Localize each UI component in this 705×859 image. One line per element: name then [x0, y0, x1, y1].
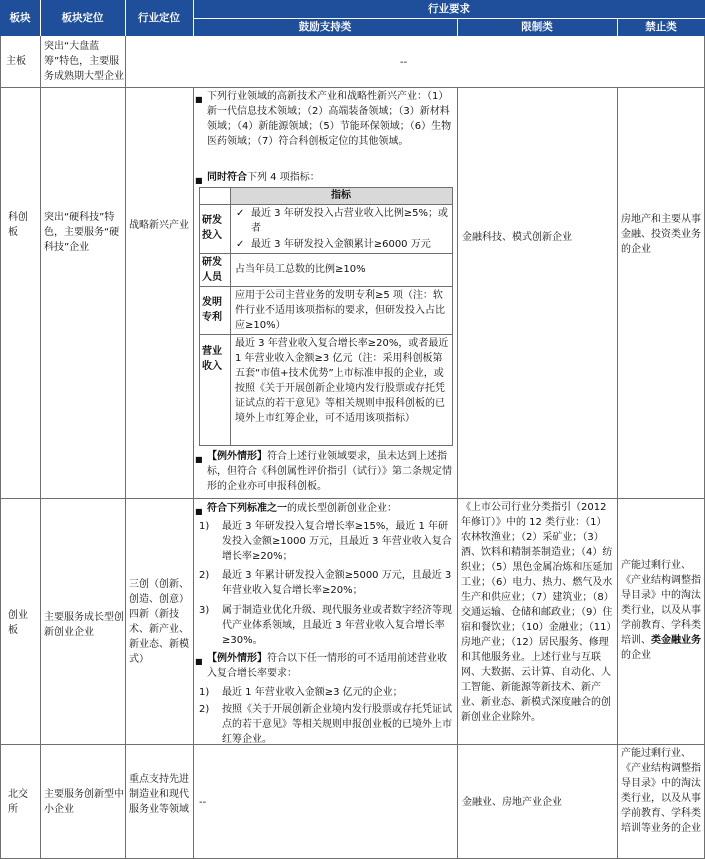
star-name: [8, 210, 36, 240]
star-criteria-rest: 下列 4 项指标：: [247, 172, 320, 183]
rd-staff-label-text: 研发人员: [202, 257, 222, 283]
chinext-exception-bold: 【例外情形】: [207, 653, 267, 664]
chinext-item2-text: 最近 3 年累计研发投入金额≥5000 万元，且最近 3 年营业收入复合增长率≥20%；: [222, 570, 452, 596]
header-requirements: [193, 0, 705, 18]
rd-invest-2: [251, 237, 451, 252]
rd-invest-2-text: 最近 3 年研发投入金额累计≥6000 万元: [251, 239, 431, 250]
star-industry: [129, 218, 191, 233]
chinext-restricted-text: 《上市公司行业分类指引（2012 年修订）》中的 12 类行业：（1）农林牧渔业；（2）采矿业；（3）酒、饮料和精制茶制造业；（4）纺织业；（5）黑色金属冶炼和压延加工业；（6）电力、热力、燃气及水生产和供应业；（7）建筑业；（8）交通运输、仓储和邮政业；（9）住宿和餐饮业；（10）金融业；（11）房地产业；（12）居民服务、修理和其他服务业。上述行业与互联网、大数据、云计算、自动化、人工智能、新能源等新技术、新产业、新业态、新模式深度融合的创新创业企业除外。: [461, 502, 614, 723]
rd-invest-1: [251, 206, 449, 236]
header-position: [40, 0, 125, 36]
bullet-icon: ■: [195, 95, 203, 104]
rd-staff-label: [202, 255, 228, 285]
star-restricted-text: 金融科技、模式创新企业: [462, 232, 572, 243]
chinext-criteria: [207, 501, 453, 516]
chinext-criteria-bold: 符合下列标准之一: [207, 503, 287, 514]
bse-prohibited-text: 产能过剩行业、《产业结构调整指导目录》中的淘汰类行业，以及从事学前教育、学科类培训等业务的企业: [621, 748, 701, 834]
main-board-dash: [400, 55, 407, 70]
indicator-table-border: [199, 445, 453, 446]
main-board-name: [1, 36, 40, 87]
chinext-item1: [222, 519, 453, 564]
star-criteria-bold: 同时符合: [207, 172, 247, 183]
header-divider: [40, 0, 41, 36]
item-number: 1): [199, 687, 210, 698]
bse-name-text: 北交所: [8, 789, 28, 815]
main-board-dash-text: --: [400, 57, 408, 68]
chinext-industry-text: 三创（创新、创造、创意）四新（新技术、新产业、新业态、新模式）: [129, 579, 189, 665]
star-intro: [207, 89, 453, 149]
chinext-prohibited-bold: 类金融业务: [651, 635, 701, 646]
header-industry-position: [125, 0, 193, 36]
patent-text: 应用于公司主营业务的发明专利≥5 项（注：软件行业不适用该项指标的要求，但研发投入占比应≥10%）: [235, 290, 445, 331]
header-prohibited-label: 禁止类: [645, 20, 677, 33]
grid-line: [40, 36, 41, 859]
chinext-item3-text: 属于制造业优化升级、现代服务业或者数字经济等现代产业体系领域，且最近 3 年营业收入复合增长率≥30%。: [222, 605, 452, 646]
grid-line: [0, 36, 1, 859]
bse-industry-text: 重点支持先进制造业和现代服务业等领域: [129, 774, 189, 815]
chinext-restricted: [461, 500, 615, 725]
header-prohibited: [617, 18, 705, 36]
chinext-ex1-text: 最近 1 年营业收入金额≥3 亿元的企业；: [222, 687, 403, 698]
header-divider: [193, 18, 705, 19]
chinext-prohibited-tail: 的企业: [621, 650, 651, 661]
chinext-industry: [129, 577, 191, 667]
chinext-ex2: [222, 702, 453, 747]
rd-invest-1-text: 最近 3 年研发投入占营业收入比例≥5%；或者: [251, 208, 448, 234]
indicator-table-border: [199, 187, 200, 446]
bullet-icon: ■: [195, 657, 203, 666]
star-criteria: [207, 170, 453, 185]
bullet-icon: ■: [195, 507, 203, 516]
item-number: 2): [199, 704, 210, 715]
header-divider: [457, 18, 458, 36]
bse-restricted: [462, 795, 614, 810]
chinext-criteria-rest: 的成长型创新创业企业：: [287, 503, 397, 514]
header-encouraged: [193, 18, 457, 36]
revenue: [235, 336, 449, 426]
header-board-label: 板块: [9, 11, 31, 24]
indicator-table-border: [230, 187, 231, 446]
chinext-exception: [207, 651, 453, 681]
star-prohibited-text: 房地产和主要从事金融、投资类业务的企业: [621, 214, 701, 255]
chinext-position: [44, 610, 124, 640]
grid-line: [0, 498, 705, 499]
chinext-item1-text: 最近 3 年研发投入复合增长率≥15%，最近 1 年研发投入金额≥1000 万元，且最近 3 年营业收入复合增长率≥20%；: [222, 521, 452, 562]
star-position: [44, 210, 124, 255]
revenue-text: 最近 3 年营业收入复合增长率≥20%，或者最近 1 年营业收入金额≥3 亿元（注：采用科创板第五套“市值+技术优势”上市标准申报的企业，或按照《关于开展创新企业境内发行股票或存托凭证试点的若干意见》等相关规则申报科创板的已境外上市红筹企业，可不适用该项指标）: [235, 338, 449, 424]
star-position-text: 突出“硬科技”特色，主要服务“硬科技”企业: [44, 212, 120, 253]
check-icon: ✓: [236, 239, 245, 250]
indicator-table-header: [230, 188, 452, 204]
indicator-table-header-text: 指标: [331, 190, 351, 201]
item-number: 2): [199, 570, 210, 581]
header-divider: [125, 0, 126, 36]
indicator-table-border: [199, 187, 453, 188]
chinext-ex2-text: 按照《关于开展创新企业境内发行股票或存托凭证试点的若干意见》等相关规则申报创业板的已境外上市红筹企业。: [222, 704, 452, 745]
indicator-table-border: [199, 253, 453, 254]
bse-position: [44, 787, 124, 817]
bse-industry: [129, 772, 191, 817]
rd-staff: [235, 262, 449, 277]
patent: [235, 288, 449, 333]
rd-invest-label-text: 研发投入: [202, 215, 222, 241]
chinext-exception-text: 符合以下任一情形的可不适用前述营业收入复合增长率要求：: [207, 653, 447, 679]
star-industry-text: 战略新兴产业: [129, 220, 189, 231]
star-restricted: [462, 230, 614, 245]
indicator-table-border: [199, 204, 453, 205]
chinext-ex1: [222, 685, 453, 700]
item-number: 1): [199, 521, 210, 532]
header-position-label: 板块定位: [61, 11, 104, 24]
patent-label-text: 发明专利: [202, 297, 222, 323]
header-encouraged-label: 鼓励支持类: [298, 20, 352, 33]
bse-name: [8, 787, 36, 817]
header-board: [0, 0, 40, 36]
chinext-name-text: 创业板: [8, 610, 28, 636]
bullet-icon: ■: [195, 176, 203, 185]
bullet-icon: ■: [195, 455, 203, 464]
check-icon: ✓: [236, 208, 245, 219]
bse-restricted-text: 金融业、房地产业企业: [462, 797, 562, 808]
chinext-name: [8, 608, 36, 638]
grid-line: [125, 36, 126, 859]
bse-dash-text: --: [199, 797, 207, 808]
revenue-label: [202, 344, 228, 374]
chinext-prohibited: [621, 558, 703, 663]
grid-line: [0, 87, 705, 88]
chinext-position-text: 主要服务成长型创新创业企业: [44, 612, 124, 638]
item-number: 3): [199, 605, 210, 616]
rd-invest-label: [202, 213, 228, 243]
star-exception-bold: 【例外情形】: [207, 451, 267, 462]
header-divider: [617, 18, 618, 36]
header-requirements-label: 行业要求: [428, 2, 470, 15]
header-restricted: [457, 18, 617, 36]
star-exception: [207, 449, 453, 494]
bse-dash: [199, 795, 206, 810]
chinext-item2: [222, 568, 453, 598]
indicator-table-border: [199, 334, 453, 335]
main-board-position: [44, 39, 124, 84]
header-restricted-label: 限制类: [521, 20, 553, 33]
star-prohibited: [621, 212, 703, 257]
star-exception-text: 符合上述行业领域要求，虽未达到上述指标，但符合《科创属性评价指引（试行）》第二条规定情形的企业亦可申报科创板。: [207, 451, 452, 492]
main-board-position-text: 突出“大盘蓝筹”特色，主要服务成熟期大型企业: [44, 41, 124, 82]
main-board-name-text: 主板: [6, 56, 26, 67]
bse-position-text: 主要服务创新型中小企业: [44, 789, 124, 815]
bse-prohibited: [621, 746, 703, 836]
star-name-text: 科创板: [8, 212, 28, 238]
chinext-prohibited-text: 产能过剩行业、《产业结构调整指导目录》中的淘汰类行业，以及从事学前教育、学科类培训、: [621, 560, 701, 646]
revenue-label-text: 营业收入: [202, 346, 222, 372]
indicator-table-border: [199, 286, 453, 287]
rd-staff-text: 占当年员工总数的比例≥10%: [235, 264, 366, 275]
header-industry-position-label: 行业定位: [138, 11, 180, 24]
indicator-table-border: [452, 187, 453, 446]
chinext-item3: [222, 603, 453, 648]
patent-label: [202, 295, 228, 325]
star-intro-text: 下列行业领域的高新技术产业和战略性新兴产业：（1）新一代信息技术领域；（2）高端装备领域；（3）新材料领域；（4）新能源领域；（5）节能环保领域；（6）生物医药领域；（7）符合科创板定位的其他领域。: [207, 91, 452, 147]
